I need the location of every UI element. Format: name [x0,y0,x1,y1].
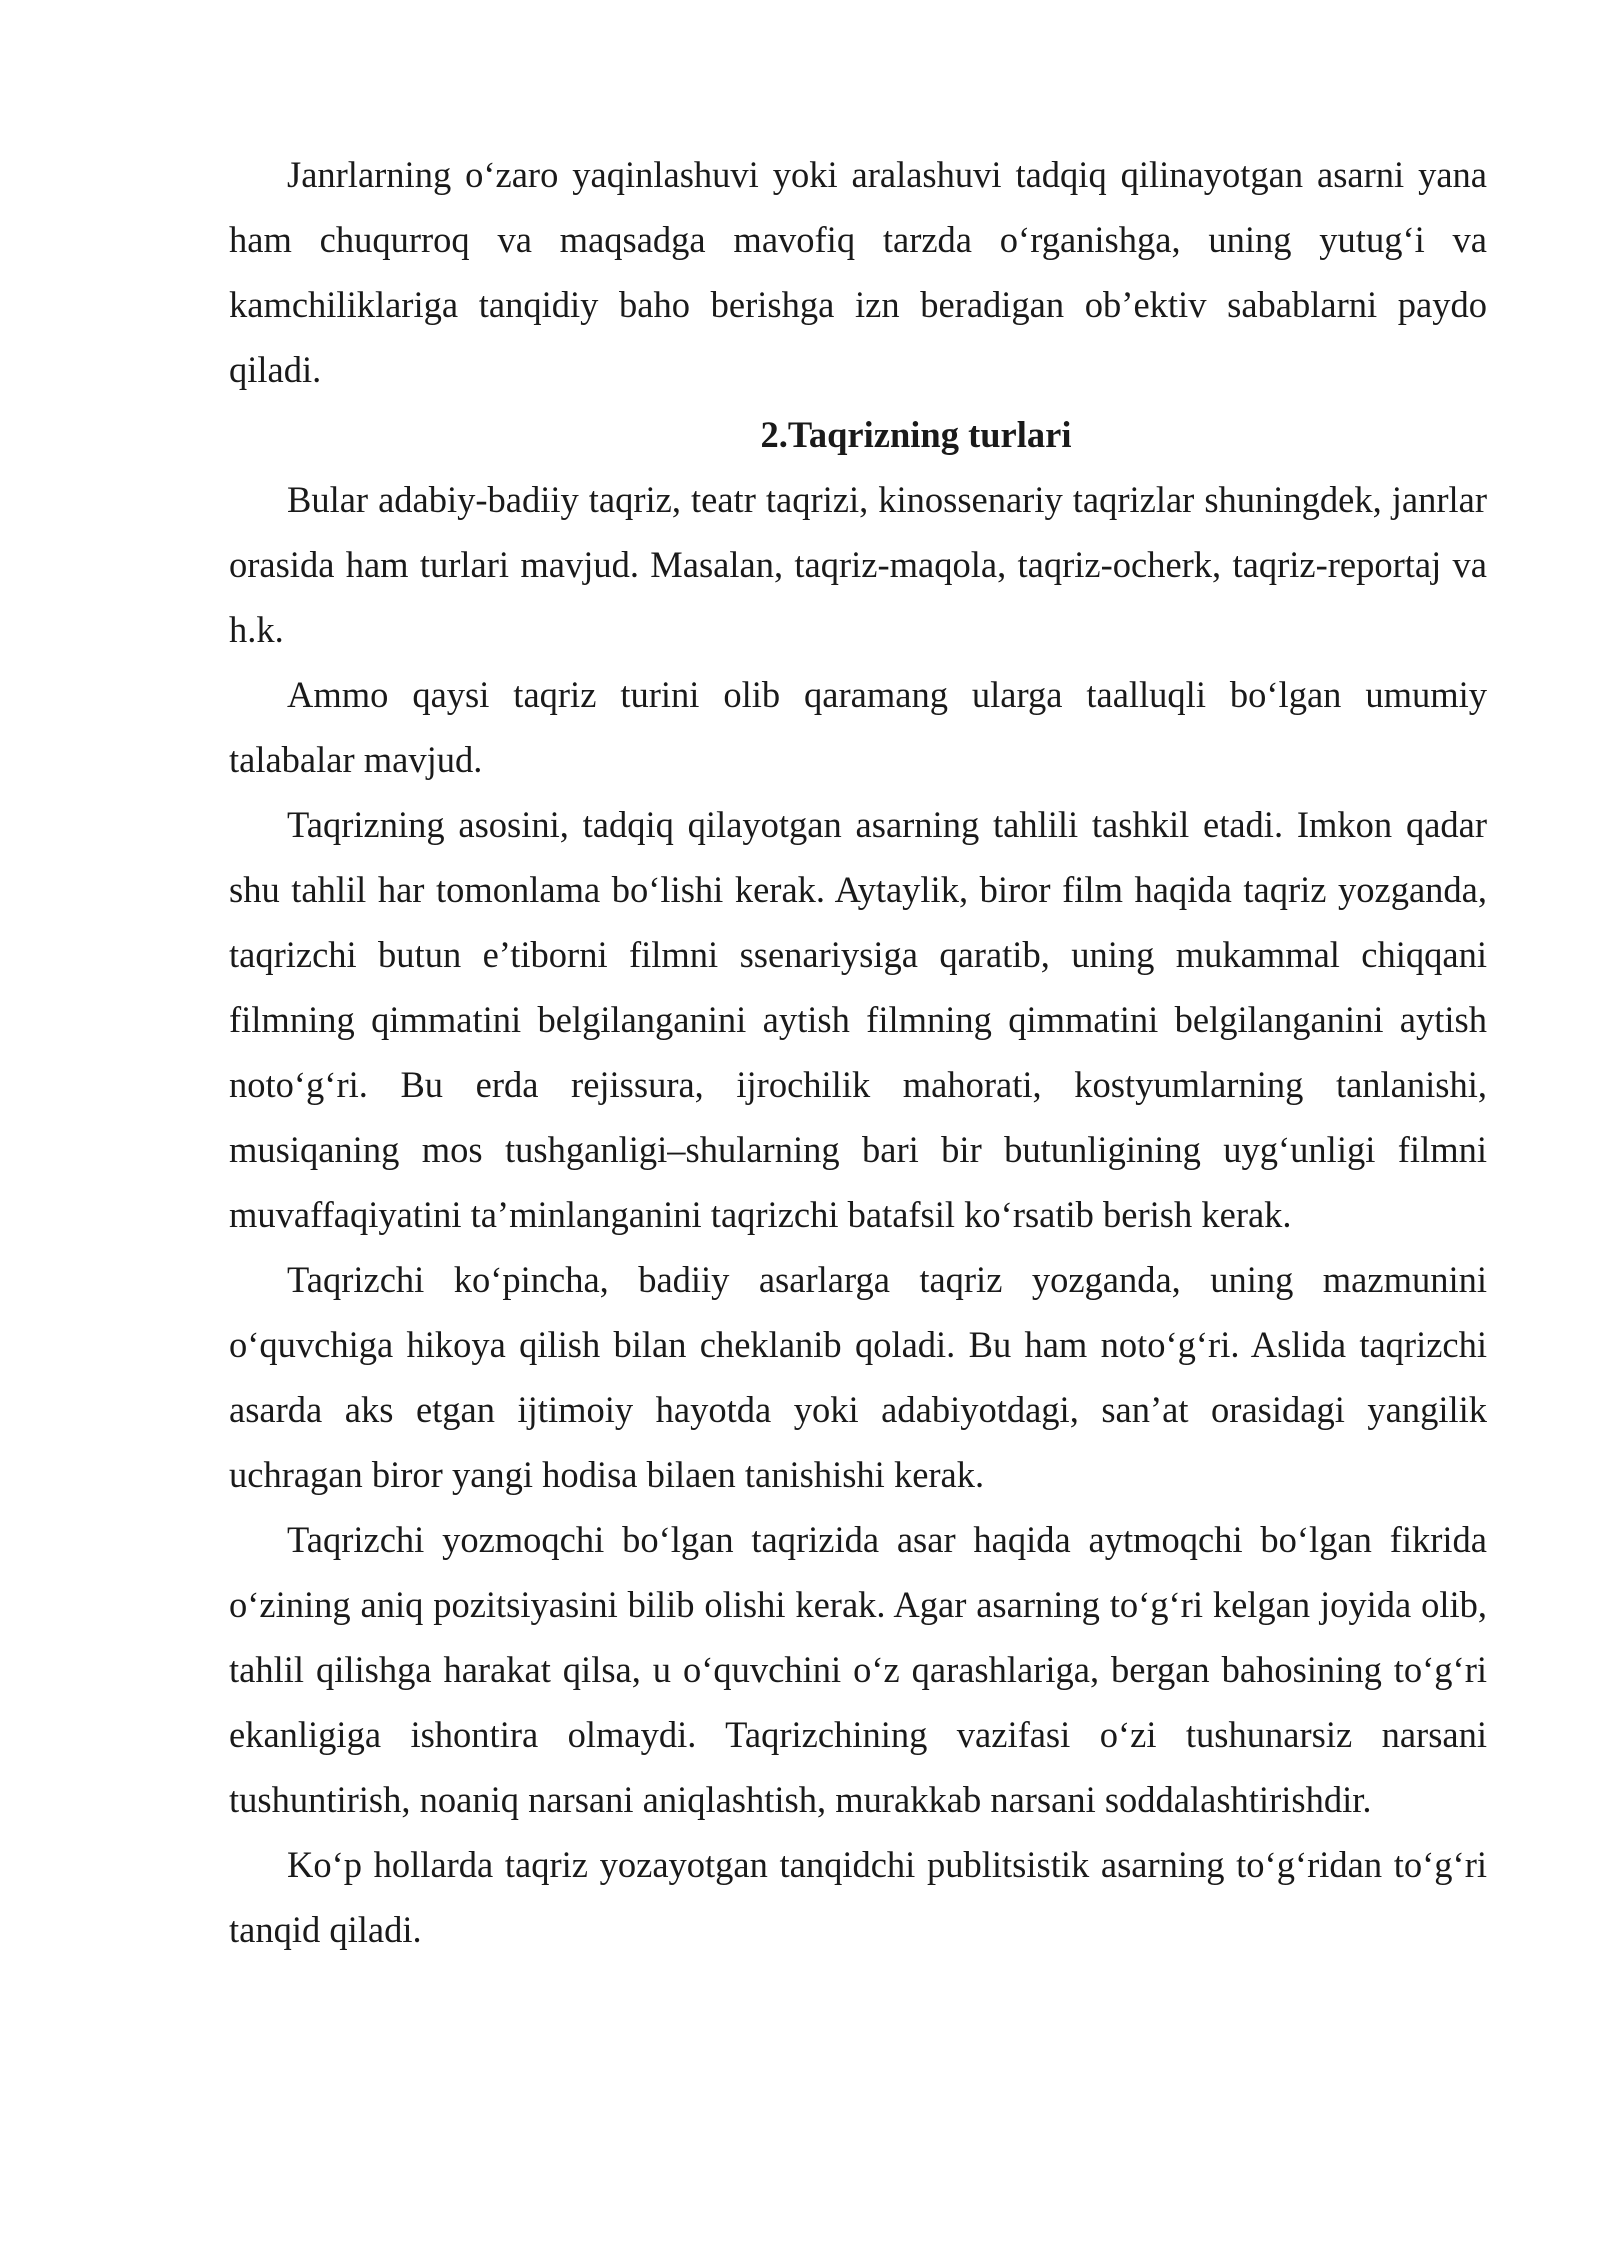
intro-paragraph: Janrlarning o‘zaro yaqinlashuvi yoki aralashuvi tadqiq qilinayotgan asarni yana ham chuqurroq va maqsadga mavofiq tarzda o‘rganishga, uning yutug‘i va kamchiliklariga tanqidiy baho berishga izn beradigan ob’ektiv sabablarni paydo qiladi. [229,154,1487,390]
paragraph-position: Taqrizchi yozmoqchi bo‘lgan taqrizida asar haqida aytmoqchi bo‘lgan fikrida o‘zining aniq pozitsiyasini bilib olishi kerak. Agar asarning to‘g‘ri kelgan joyida olib, tahlil qilishga harakat qilsa, u o‘quvchini o‘z qarashlariga, bergan bahosining to‘g‘ri ekanligiga ishontira olmaydi. Taqrizchining vazifasi o‘zi tushunarsiz narsani tushuntirish, noaniq narsani aniqlashtish, murakkab narsani soddalashtirishdir. [229,1519,1487,1820]
section-heading: 2.Taqrizning turlari [760,414,1072,455]
paragraph-requirements: Ammo qaysi taqriz turini olib qaramang ularga taalluqli bo‘lgan umumiy talabalar mavjud. [229,674,1487,780]
paragraph-analysis: Taqrizning asosini, tadqiq qilayotgan asarning tahlili tashkil etadi. Imkon qadar shu tahlil har tomonlama bo‘lishi kerak. Aytaylik, biror film haqida taqriz yozganda, taqrizchi butun e’tiborni filmni ssenariysiga qaratib, uning mukammal chiqqani filmning qimmatini belgilanganini aytish filmning qimmatini belgilanganini aytish noto‘g‘ri. Bu erda rejissura, ijrochilik mahorati, kostyumlarning tanlanishi, musiqaning mos tushganligi–shularning bari bir butunligining uyg‘unligi filmni muvaffaqiyatini ta’minlanganini taqrizchi batafsil ko‘rsatib berish kerak. [229,804,1487,1235]
paragraph-retelling: Taqrizchi ko‘pincha, badiiy asarlarga taqriz yozganda, uning mazmunini o‘quvchiga hikoya qilish bilan cheklanib qoladi. Bu ham noto‘g‘ri. Aslida taqrizchi asarda aks etgan ijtimoiy hayotda yoki adabiyotdagi, san’at orasidagi yangilik uchragan biror yangi hodisa bilaen tanishishi kerak. [229,1259,1487,1495]
paragraph-publicistic: Ko‘p hollarda taqriz yozayotgan tanqidchi publitsistik asarning to‘g‘ridan to‘g‘ri tanqid qiladi. [229,1844,1487,1950]
document-body [229,142,1487,1962]
paragraph-types: Bular adabiy-badiiy taqriz, teatr taqrizi, kinossenariy taqrizlar shuningdek, janrlar orasida ham turlari mavjud. Masalan, taqriz-maqola, taqriz-ocherk, taqriz-reportaj va h.k. [229,479,1487,650]
